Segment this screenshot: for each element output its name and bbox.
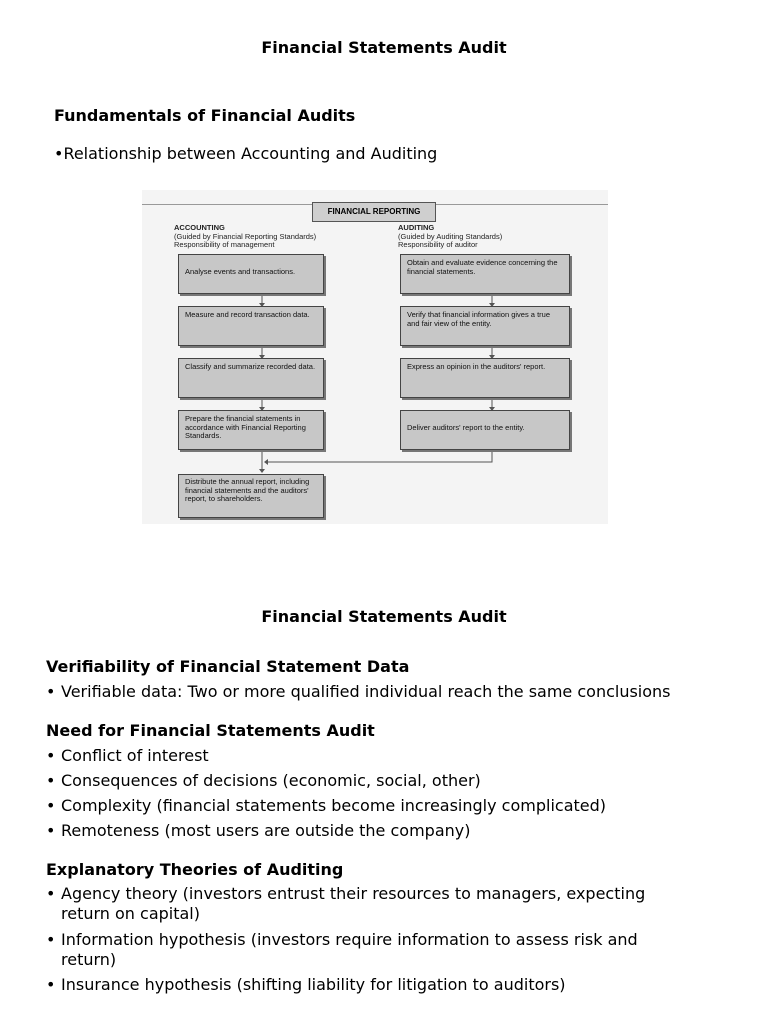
auditing-responsibility: Responsibility of auditor [398,240,478,249]
list-item [46,771,746,791]
bullet-dot: • [46,746,56,765]
bullet-dot: • [46,930,56,949]
bullet-text: Verifiable data: Two or more qualified individual reach the same conclusions [61,682,671,701]
list-item [46,930,696,970]
list-item [46,884,696,924]
list-item [46,746,746,766]
accounting-heading: ACCOUNTING [174,223,225,232]
final-step-distribute: Distribute the annual report, including financial statements and the auditors' report, to shareholders. [178,474,324,518]
bullet-text: Consequences of decisions (economic, social, other) [61,771,481,790]
section-heading-fundamentals: Fundamentals of Financial Audits [54,106,356,125]
auditing-heading: AUDITING [398,223,435,232]
accounting-step-4: Prepare the financial statements in accordance with Financial Reporting Standards. [178,410,324,450]
bullet-relationship [54,144,437,163]
auditing-step-1: Obtain and evaluate evidence concerning the financial statements. [400,254,570,294]
bullet-dot: • [46,796,56,815]
bullet-dot: • [46,884,56,903]
auditing-guidance: (Guided by Auditing Standards) [398,231,503,241]
bullet-text: Remoteness (most users are outside the company) [61,821,471,840]
bullet-text: Agency theory (investors entrust their resources to managers, expecting return on capital) [61,884,646,923]
auditing-step-2: Verify that financial information gives a true and fair view of the entity. [400,306,570,346]
auditing-step-3: Express an opinion in the auditors' report. [400,358,570,398]
page-title-mid: Financial Statements Audit [261,607,507,626]
bullet-dot: • [54,144,64,163]
bullet-text: Complexity (financial statements become increasingly complicated) [61,796,607,815]
bullet-dot: • [46,821,56,840]
list-item [46,821,746,841]
accounting-step-1: Analyse events and transactions. [178,254,324,294]
accounting-step-3: Classify and summarize recorded data. [178,358,324,398]
bullet-text: Insurance hypothesis (shifting liability for litigation to auditors) [61,975,566,994]
accounting-step-2: Measure and record transaction data. [178,306,324,346]
accounting-guidance: (Guided by Financial Reporting Standards) [174,231,317,241]
bullet-dot: • [46,682,56,701]
section-heading-verifiability: Verifiability of Financial Statement Data [46,657,410,676]
bullet-dot: • [46,771,56,790]
accounting-responsibility: Responsibility of management [174,240,275,249]
page-title-top: Financial Statements Audit [261,38,507,57]
flowchart-header: FINANCIAL REPORTING [312,202,436,222]
bullet-text: Relationship between Accounting and Auditing [63,144,438,163]
list-item [46,796,746,816]
financial-reporting-flowchart [142,190,608,524]
list-item [46,682,746,702]
bullet-text: Conflict of interest [61,746,209,765]
bullet-dot: • [46,975,56,994]
bullet-text: Information hypothesis (investors require information to assess risk and return) [61,930,638,969]
section-heading-need: Need for Financial Statements Audit [46,721,375,740]
list-item [46,975,746,995]
section-heading-theories: Explanatory Theories of Auditing [46,860,344,879]
auditing-step-4: Deliver auditors' report to the entity. [400,410,570,450]
